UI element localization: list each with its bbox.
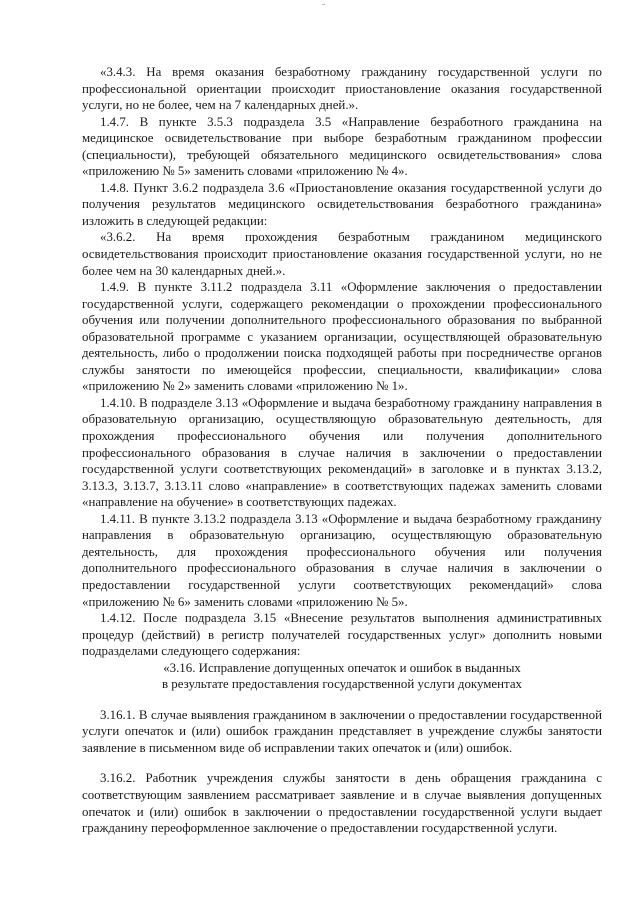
paragraph-1-4-7: 1.4.7. В пункте 3.5.3 подраздела 3.5 «Направление безработного гражданина на медицинское освидетельствование при выборе безработным гражданином профессии (специальности), требующей обязательного медицинского освидетельствования» слова «приложению № 5» заменить словами «приложению № 4». bbox=[82, 114, 602, 179]
paragraph-3-16-2: 3.16.2. Работник учреждения службы занятости в день обращения гражданина с соответствующим заявлением рассматривает заявление и в случае выявления допущенных опечаток и (или) ошибок в заключении о предоставлении государственной услуги выдает гражданину переоформленное заключение о предоставлении государственной услуги. bbox=[82, 771, 602, 836]
paragraph-1-4-8: 1.4.8. Пункт 3.6.2 подраздела 3.6 «Приостановление оказания государственной услуги до получения результатов медицинского освидетельствования безработного гражданина» изложить в следующей редакции: bbox=[82, 180, 602, 228]
paragraph-1-4-10: 1.4.10. В подразделе 3.13 «Оформление и выдача безработному гражданину направления в образовательную организацию, осуществляющую образовательную деятельность, для прохождения профессионального обучения или получения дополнительного профессионального образования в случае наличия в заключении о предоставлении государственной услуги соответствующих рекомендаций» в заголовке и в пунктах 3.13.2, 3.13.3, 3.13.7, 3.13.11 слово «направление» в соответствующих падежах заменить словами «направление на обучение» в соответствующих падежах. bbox=[82, 395, 602, 510]
paragraph-3-6-2: «3.6.2. На время прохождения безработным гражданином медицинского освидетельствования происходит приостановление оказания государственной услуги, но не более чем на 30 календарных дней.». bbox=[82, 230, 602, 278]
paragraph-1-4-12: 1.4.12. После подраздела 3.15 «Внесение результатов выполнения административных процедур (действий) в регистр получателей государственных услуг» дополнить новыми подразделами следующего содержания: bbox=[82, 611, 602, 659]
paragraph-3-4-3: «3.4.3. На время оказания безработному гражданину государственной услуги по профессиональной ориентации происходит приостановление оказания государственной услуги, но не более, чем на 7 календарных дней.». bbox=[82, 65, 602, 113]
scan-speck bbox=[322, 4, 325, 5]
paragraph-1-4-9: 1.4.9. В пункте 3.11.2 подраздела 3.11 «Оформление заключения о предоставлении государственной услуги, содержащего рекомендации о прохождении профессионального обучения или получении дополнительного профессионального образования по выбранной образовательной программе с указанием организации, осуществляющей образовательную деятельность, либо о продолжении поиска подходящей работы при посредничестве органов службы занятости по имеющейся профессии, специальности, квалификации» слова «приложению № 2» заменить словами «приложению № 1». bbox=[82, 280, 602, 394]
paragraph-1-4-11: 1.4.11. В пункте 3.13.2 подраздела 3.13 «Оформление и выдача безработному гражданину направления в образовательную организацию, осуществляющую образовательную деятельность, для прохождения профессионального обучения или получения дополнительного профессионального образования в случае наличия в заключении о предоставлении государственной услуги соответствующих рекомендаций» слова «приложению № 6» заменить словами «приложению № 5». bbox=[82, 511, 602, 609]
document-body bbox=[82, 64, 602, 837]
paragraph-3-16-1: 3.16.1. В случае выявления гражданином в заключении о предоставлении государственной услуги опечаток и (или) ошибок гражданин представляет в учреждение службы занятости заявление в письменном виде об исправлении таких опечаток и (или) ошибок. bbox=[82, 707, 602, 755]
section-heading-line-2: в результате предоставления государственной услуги документах bbox=[161, 677, 523, 692]
section-heading-line-1: «3.16. Исправление допущенных опечаток и ошибок в выданных bbox=[163, 660, 521, 675]
